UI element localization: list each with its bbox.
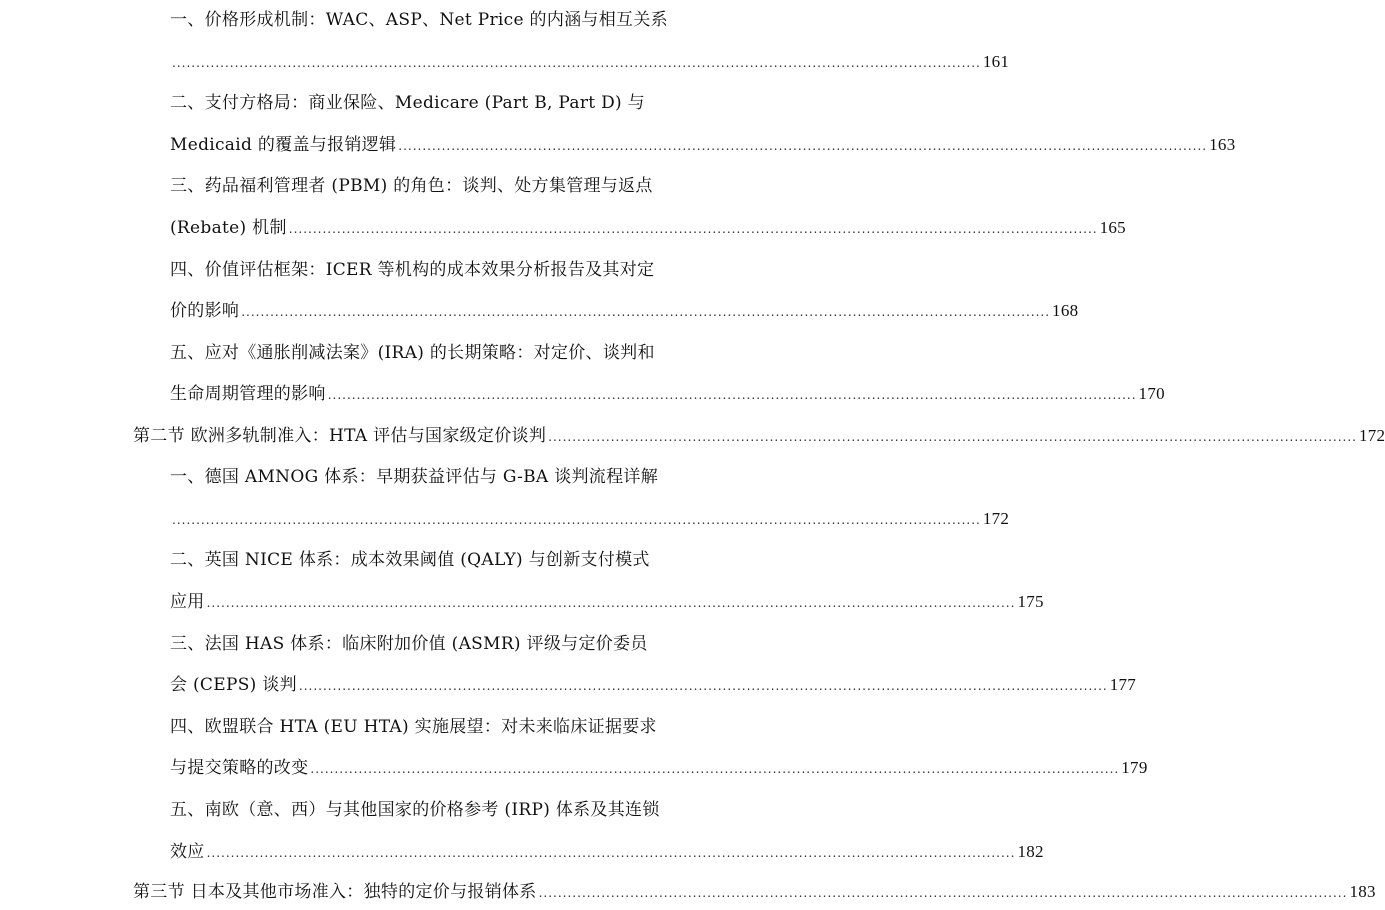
toc-line [170,382,1165,406]
dot-leader: ........................................................................................................................................................................ [327,388,1137,402]
dot-leader: ........................................................................................................................................................................ [288,222,1098,236]
dot-leader: ........................................................................................................................................................................ [398,139,1208,153]
toc-entry-text: 价的影响 [170,301,240,321]
toc-line [170,798,697,822]
toc-entry-text: 三、法国 HAS 体系：临床附加价值 (ASMR) 评级与定价委员 [170,634,648,654]
toc-line [170,133,1236,157]
toc-line [170,507,1010,531]
toc-line [170,840,1044,864]
toc-entry-text: 二、英国 NICE 体系：成本效果阈值 (QALY) 与创新支付模式 [170,550,650,570]
toc-entry-text: 五、应对《通胀削减法案》(IRA) 的长期策略：对定价、谈判和 [170,343,655,363]
dot-leader: ........................................................................................................................................................................ [172,56,981,70]
toc-page-number: 179 [1121,758,1148,777]
toc-entry-text: 效应 [170,842,205,862]
dot-leader: ........................................................................................................................................................................ [538,886,1348,900]
dot-leader: ........................................................................................................................................................................ [206,846,1016,860]
toc-line [170,258,690,282]
toc-page-number: 183 [1349,882,1376,901]
dot-leader: ........................................................................................................................................................................ [298,679,1108,693]
toc-line [170,8,690,32]
toc-entry-text: Medicaid 的覆盖与报销逻辑 [170,135,397,155]
dot-leader: ........................................................................................................................................................................ [241,305,1051,319]
toc-page-number: 175 [1017,592,1044,611]
dot-leader: ........................................................................................................................................................................ [206,596,1016,610]
toc-entry-text: 与提交策略的改变 [170,758,309,778]
toc-section-text: 第三节 日本及其他市场准入：独特的定价与报销体系 [133,882,537,902]
toc-entry-text: 五、南欧（意、西）与其他国家的价格参考 (IRP) 体系及其连锁 [170,800,660,820]
toc-line [170,465,697,489]
toc-line [170,341,690,365]
toc-section-text: 第二节 欧洲多轨制准入：HTA 评估与国家级定价谈判 [133,426,547,446]
toc-line [170,91,690,115]
toc-page-number: 168 [1052,301,1079,320]
toc-page-number: 177 [1109,675,1137,694]
toc-entry-text: 三、药品福利管理者 (PBM) 的角色：谈判、处方集管理与返点 [170,176,653,196]
dot-leader: ........................................................................................................................................................................ [548,430,1357,444]
toc-line [170,590,1044,614]
toc-entry-text: 四、欧盟联合 HTA (EU HTA) 实施展望：对未来临床证据要求 [170,717,657,737]
toc-entry-text: 应用 [170,592,205,612]
toc-line [170,50,1010,74]
toc-line [170,548,697,572]
toc-page-number: 182 [1017,842,1044,861]
toc-line [170,216,1126,240]
toc-page-number: 172 [1358,426,1385,445]
toc-page-number: 170 [1138,384,1165,403]
toc-entry-text: (Rebate) 机制 [170,218,287,238]
toc-line [170,174,690,198]
toc-page-number: 165 [1099,218,1126,237]
toc-line [170,673,1137,697]
dot-leader: ........................................................................................................................................................................ [310,762,1120,776]
toc-entry-text: 会 (CEPS) 谈判 [170,675,297,695]
toc-entry-text: 二、支付方格局：商业保险、Medicare (Part B, Part D) 与 [170,93,645,113]
toc-page-number: 172 [982,509,1010,528]
toc-line [170,715,697,739]
toc-page-number: 161 [982,52,1010,71]
toc-section-line [133,880,1376,904]
toc-entry-text: 生命周期管理的影响 [170,384,326,404]
toc-entry-text: 四、价值评估框架：ICER 等机构的成本效果分析报告及其对定 [170,260,655,280]
dot-leader: ........................................................................................................................................................................ [172,513,981,527]
toc-line [170,632,697,656]
toc-line [170,299,1079,323]
toc-line [170,756,1148,780]
toc-entry-text: 一、德国 AMNOG 体系：早期获益评估与 G-BA 谈判流程详解 [170,467,658,487]
toc-page-number: 163 [1209,135,1236,154]
toc-section-line [133,424,1385,448]
toc-entry-text: 一、价格形成机制：WAC、ASP、Net Price 的内涵与相互关系 [170,10,668,30]
